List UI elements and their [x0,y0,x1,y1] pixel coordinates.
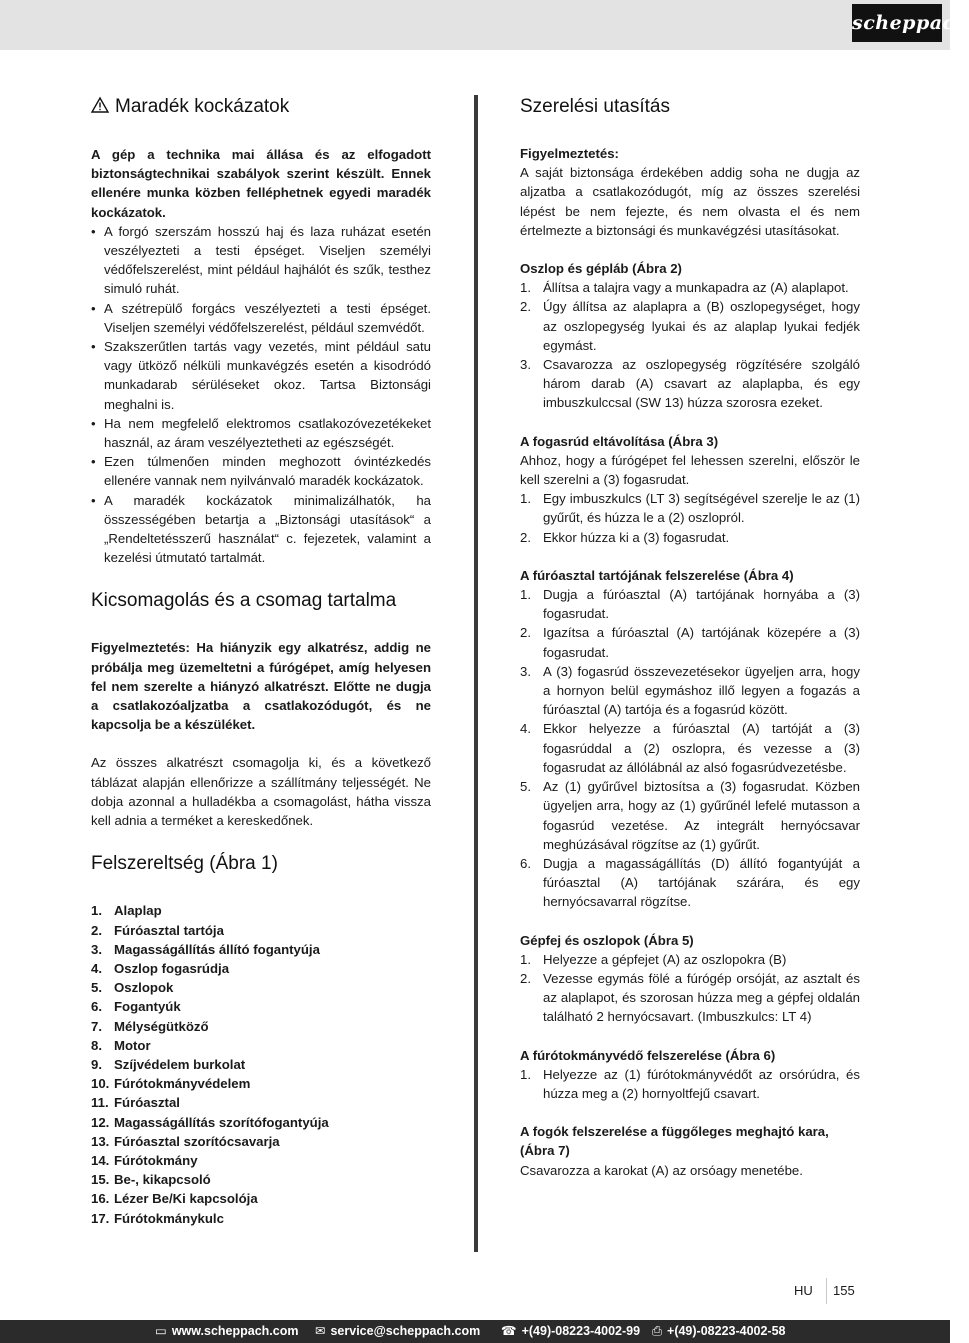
rack-removal-intro: Ahhoz, hogy a fúrógépet fel lehessen szerelni, először le kell szerelni a (3) fogasrudat. [520,452,860,488]
footer-fax: ⎙ +(49)-08223-4002-58 [652,1320,786,1343]
phone-icon: ☎ [501,1324,517,1338]
email-icon: ✉ [315,1324,326,1338]
footer-email[interactable]: ✉ service@scheppach.com [315,1320,480,1343]
list-item: • Ezen túlmenően minden meghozott óvintézkedés ellenére vannak nem nyilvánvaló maradék kockázatok. [91,452,431,490]
page-number: 155 [833,1283,855,1298]
page-number-divider [826,1278,827,1304]
table-holder-heading: A fúróasztal tartójának felszerelése (Ábra 4) [520,567,794,583]
warning-triangle-icon [91,93,109,123]
list-item: 3. Magasságállítás állító fogantyúja [91,941,320,957]
equipment-heading: Felszereltség (Ábra 1) [91,853,278,875]
list-item: 12. Magasságállítás szorítófogantyúja [91,1114,329,1130]
list-item: 1. Egy imbuszkulcs (LT 3) segítségével szerelje le az (1) gyűrűt, és húzza le a (2) oszlopról. [520,491,860,526]
list-item: 7. Mélységütköző [91,1018,209,1034]
footer-website[interactable]: ▭ www.scheppach.com [155,1320,298,1343]
list-item: 2. Vezesse egymás fölé a fúrógép orsóját, az asztalt és az alaplapot, és szorosan húzza meg a gépfej oldalán található 2 hernyócsavart. (Imbuszkulcs: LT 4) [520,970,860,1025]
list-item: 1. Helyezze az (1) fúrótokmányvédőt az orsórúdra, és húzza meg a (2) hornyoltfejű csavart. [520,1066,860,1101]
chuck-guard-heading: A fúrótokmányvédő felszerelése (Ábra 6) [520,1047,776,1063]
list-item: 16. Lézer Be/Ki kapcsolója [91,1191,258,1207]
list-item: • A szétrepülő forgács veszélyezteti a testi épséget. Viseljen személyi védőfelszerelést, például szemvédőt. [91,299,431,337]
list-item: 3. A (3) fogasrúd összevezetésekor ügyeljen arra, hogy a hornyon belül egymáshoz illő legyen a fogazás a fúróasztal (A) tartója és a fogasrúd között. [520,663,860,718]
list-item: • A forgó szerszám hosszú haj és laza ruházat esetén veszélyezteti a testi épséget. Viseljen személyi védőfelszerelést, mint például hajhálót és szűk, testhez simuló ruhát. [91,222,431,299]
assembly-warning-text: A saját biztonsága érdekében addig soha ne dugja az aljzatba a csatlakozódugót, míg az összes szerelési lépést be nem fejezte, és nem olvasta el és nem értelmezte a biztonsági és munkavégzési utasításokat. [520,165,860,238]
list-item: 5. Az (1) gyűrűvel biztosítsa a (3) fogasrudat. Közben ügyeljen arra, hogy az (1) gyűrűnél lefelé mutasson a fogasrúd vezetése. Az integrált hernyócsavar meghúzásával rögzítse az (1) gyűrűt. [520,779,860,852]
list-item: 14. Fúrótokmány [91,1152,198,1168]
header-bar [0,0,969,50]
list-item: 17. Fúrótokmánykulc [91,1210,224,1226]
head-columns-heading: Gépfej és oszlopok (Ábra 5) [520,932,694,948]
residual-intro: A gép a technika mai állása és az elfogadott biztonságtechnikai szabályok szerint készült. Ennek ellenére munka közben felléphetnek egyedi maradék kockázatok. [91,147,431,220]
list-item: 6. Dugja a magasságállítás (D) állító fogantyúját a fúróasztal (A) tartójának szárára, és egy hernyócsavarral rögzítse. [520,855,860,910]
fax-icon: ⎙ [652,1324,663,1338]
list-item: 3. Csavarozza az oszlopegység rögzítésére szolgáló három darab (A) csavart az alaplapba, és egy imbuszkulccsal (SW 13) húzza szorosra ezeket. [520,357,860,411]
handles-text: Csavarozza a karokat (A) az orsóagy menetébe. [520,1162,803,1178]
list-item: 9. Szíjvédelem burkolat [91,1056,246,1072]
language-code: HU [794,1283,813,1298]
assembly-heading: Szerelési utasítás [520,96,670,117]
residual-risk-list [91,222,431,568]
list-item: 15. Be-, kikapcsoló [91,1172,211,1188]
rack-removal-steps [520,489,860,547]
chuck-guard-steps [520,1065,860,1103]
list-item: 8. Motor [91,1037,151,1053]
list-item: 10. Fúrótokmányvédelem [91,1076,251,1092]
head-columns-steps [520,950,860,1027]
footer-bar [0,1320,950,1343]
footer-phone[interactable]: ☎ +(49)-08223-4002-99 [501,1320,640,1343]
list-item: • Szakszerűtlen tartás vagy vezetés, mint például satu vagy ütköző nélküli munkavégzés esetén a kisodródó munkadarab sérüléseket okoz. Tartsa Biztonsági meghalni is. [91,337,431,414]
column-base-heading: Oszlop és gépláb (Ábra 2) [520,261,682,277]
list-item: 11. Fúróasztal [91,1095,180,1111]
rack-removal-heading: A fogasrúd eltávolítása (Ábra 3) [520,433,719,449]
column-divider [474,95,478,1252]
monitor-icon: ▭ [155,1324,167,1338]
list-item: 2. Ekkor húzza ki a (3) fogasrudat. [520,529,730,545]
scheppach-logo: scheppach [852,4,942,42]
residual-risk-heading: Maradék kockázatok [91,92,431,123]
packaging-heading: Kicsomagolás és a csomag tartalma [91,590,397,612]
packaging-body: Az összes alkatrészt csomagolja ki, és a következő táblázat alapján ellenőrizze a szállítmány teljességét. Ne dobja azonnal a hulladékba a csomagolást, hátha vissza kell adnia a terméket a kereskedőnek. [91,755,431,829]
list-item: • Ha nem megfelelő elektromos csatlakozóvezetékeket használ, az áram veszélyeztetheti az egészségét. [91,414,431,452]
column-base-steps [520,278,860,412]
equipment-list [91,901,431,1227]
list-item: 1. Alaplap [91,903,162,919]
table-holder-steps [520,585,860,911]
list-item: 2. Úgy állítsa az alaplapra a (B) oszlopegységet, hogy az oszlopegység lyukai és az alaplap lyukai fedjék egymást. [520,299,860,353]
list-item: 2. Fúróasztal tartója [91,922,224,938]
packaging-warning: Figyelmeztetés: Ha hiányzik egy alkatrész, addig ne próbálja meg üzemeltetni a fúrógépet, amíg helyesen fel nem szerelte a hiányzó alkatrészt. Előtte ne dugja a csatlakozóaljzatba a csatlakozódugót, és ne kapcsolja be a készüléket. [91,640,431,733]
list-item: 5. Oszlopok [91,980,174,996]
right-column [520,92,860,1180]
list-item: 4. Oszlop fogasrúdja [91,960,230,976]
list-item: 1. Állítsa a talajra vagy a munkapadra az (A) alaplapot. [520,280,849,296]
assembly-warning-label: Figyelmeztetés: [520,146,619,161]
list-item: 6. Fogantyúk [91,999,181,1015]
list-item: 1. Dugja a fúróasztal (A) tartójának hornyába a (3) fogasrudat. [520,587,860,622]
list-item: 1. Helyezze a gépfejet (A) az oszlopokra (B) [520,951,787,967]
list-item: 4. Ekkor helyezze a fúróasztal (A) tartóját a (3) fogasrúddal a (2) oszlopra, és vezesse a (3) fogasrudat az állólábnál az alsó fogasrúdvezetésbe. [520,721,860,775]
list-item: 2. Igazítsa a fúróasztal (A) tartójának közepére a (3) fogasrudat. [520,625,860,660]
left-column [91,92,431,1228]
list-item: • A maradék kockázatok minimalizálhatók, ha összességében betartja a „Biztonsági utasítások“ a „Rendeltetésszerű használat“ c. fejezetek, valamint a kezelési útmutató tartalmát. [91,491,431,568]
list-item: 13. Fúróasztal szorítócsavarja [91,1133,280,1149]
handles-heading: A fogók felszerelése a függőleges meghajtó kara, (Ábra 7) [520,1124,829,1159]
